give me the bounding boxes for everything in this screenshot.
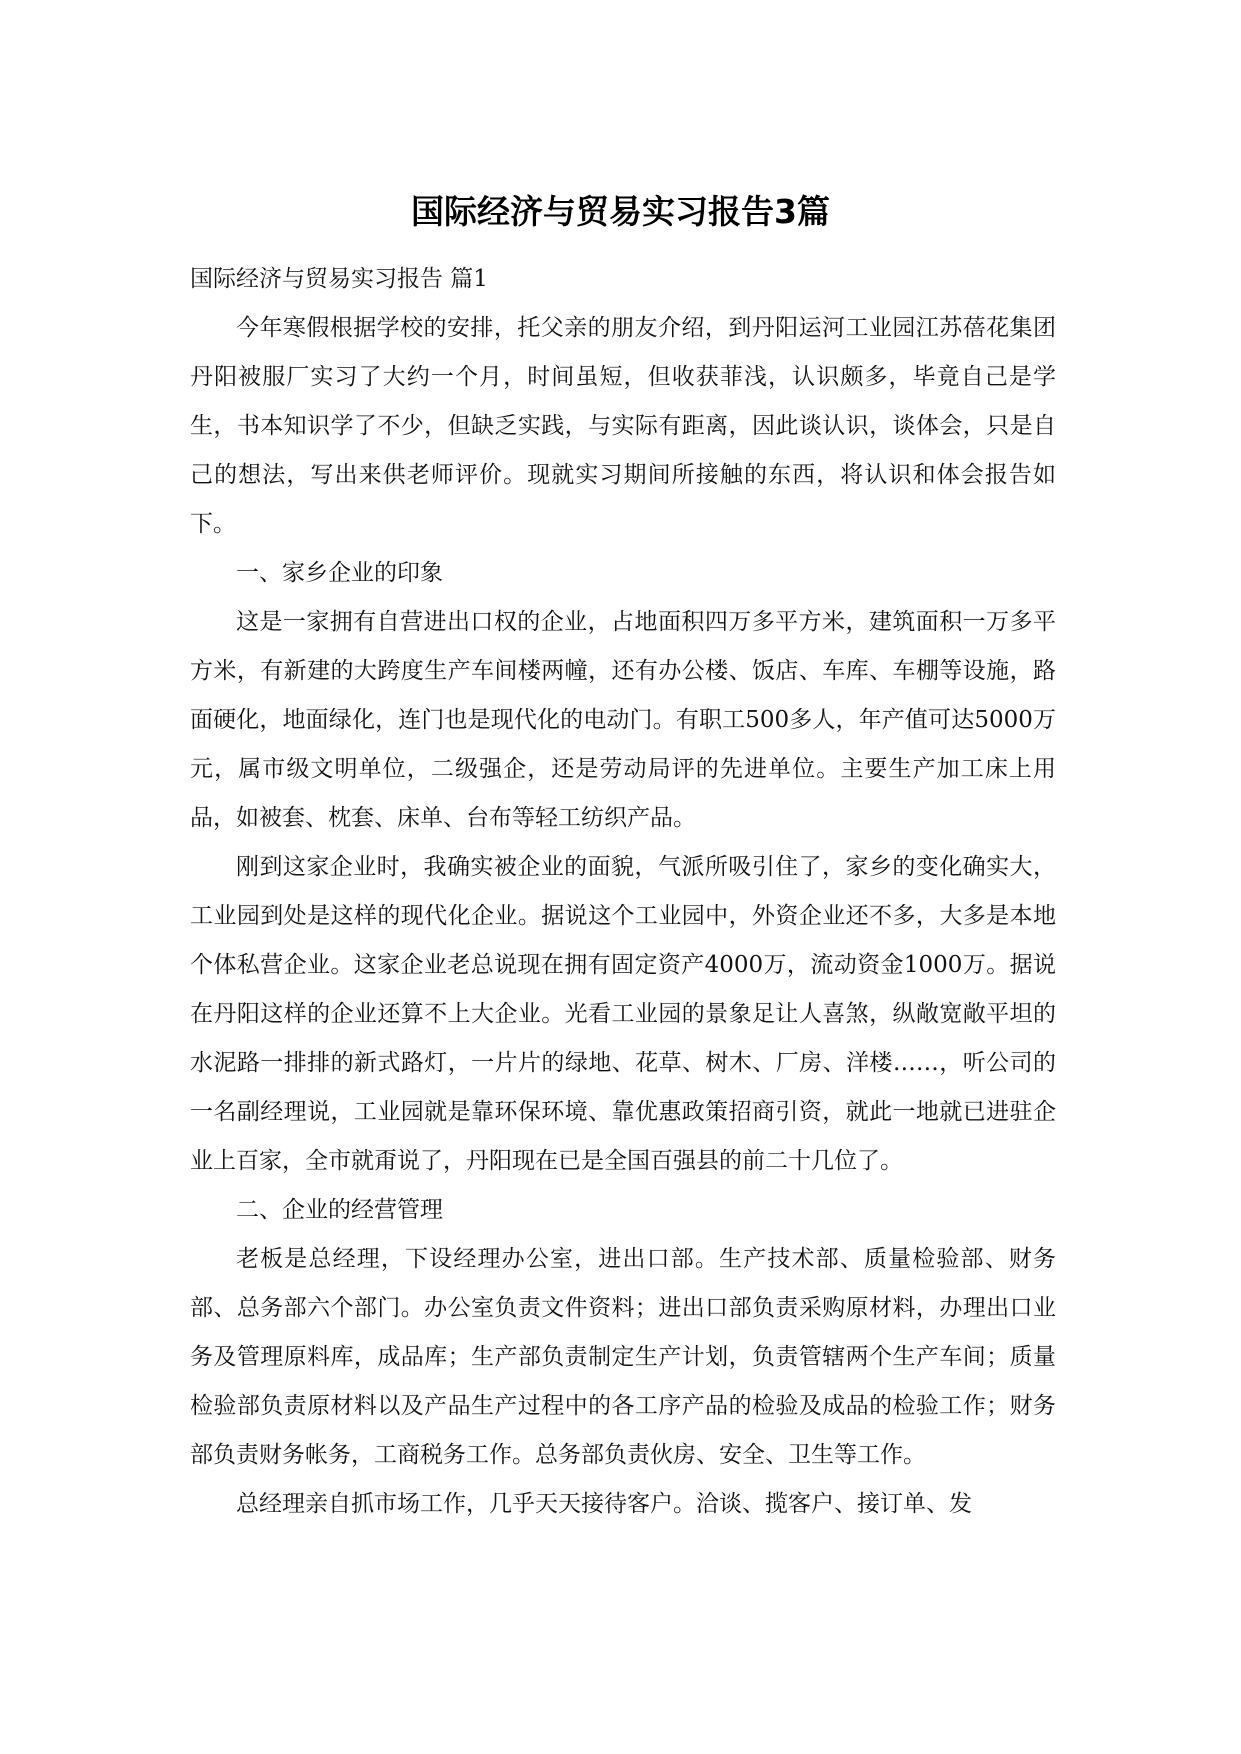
section-heading-2: 二、企业的经营管理 — [236, 1197, 443, 1223]
paragraph-intro: 今年寒假根据学校的安排，托父亲的朋友介绍，到丹阳运河工业园江苏蓓花集团丹阳被服厂实习了大约一个月，时间虽短，但收获菲浅，认识颇多，毕竟自己是学生，书本知识学了不少，但缺乏实践，与实际有距离，因此谈认识，谈体会，只是自己的想法，写出来供老师评价。现就实习期间所接触的东西，将认识和体会报告如下。 — [190, 315, 1056, 537]
document-title: 国际经济与贸易实习报告3篇 — [411, 192, 830, 231]
paragraph-first-impression: 刚到这家企业时，我确实被企业的面貌，气派所吸引住了，家乡的变化确实大，工业园到处是这样的现代化企业。据说这个工业园中，外资企业还不多，大多是本地个体私营企业。这家企业老总说现在拥有固定资产4000万，流动资金1000万。据说在丹阳这样的企业还算不上大企业。光看工业园的景象足让人喜煞，纵敞宽敞平坦的水泥路一排排的新式路灯，一片片的绿地、花草、树木、厂房、洋楼……，听公司的一名副经理说，工业园就是靠环保环境、靠优惠政策招商引资，就此一地就已进驻企业上百家，全市就甭说了，丹阳现在已是全国百强县的前二十几位了。 — [190, 854, 1056, 1174]
report-subtitle: 国际经济与贸易实习报告 篇1 — [190, 266, 488, 292]
paragraph-company-profile: 这是一家拥有自营进出口权的企业，占地面积四万多平方米，建筑面积一万多平方米，有新建的大跨度生产车间楼两幢，还有办公楼、饭店、车库、车棚等设施，路面硬化，地面绿化，连门也是现代化的电动门。有职工500多人，年产值可达5000万元，属市级文明单位，二级强企，还是劳动局评的先进单位。主要生产加工床上用品，如被套、枕套、床单、台布等轻工纺织产品。 — [190, 609, 1056, 831]
section-heading-1: 一、家乡企业的印象 — [236, 560, 443, 586]
paragraph-manager: 总经理亲自抓市场工作，几乎天天接待客户。洽谈、揽客户、接订单、发 — [236, 1491, 972, 1517]
document-body — [190, 255, 1056, 1529]
paragraph-departments: 老板是总经理，下设经理办公室，进出口部。生产技术部、质量检验部、财务部、总务部六个部门。办公室负责文件资料；进出口部负责采购原材料，办理出口业务及管理原料库，成品库；生产部负责制定生产计划，负责管辖两个生产车间；质量检验部负责原材料以及产品生产过程中的各工序产品的检验及成品的检验工作；财务部负责财务帐务，工商税务工作。总务部负责伙房、安全、卫生等工作。 — [190, 1246, 1056, 1468]
